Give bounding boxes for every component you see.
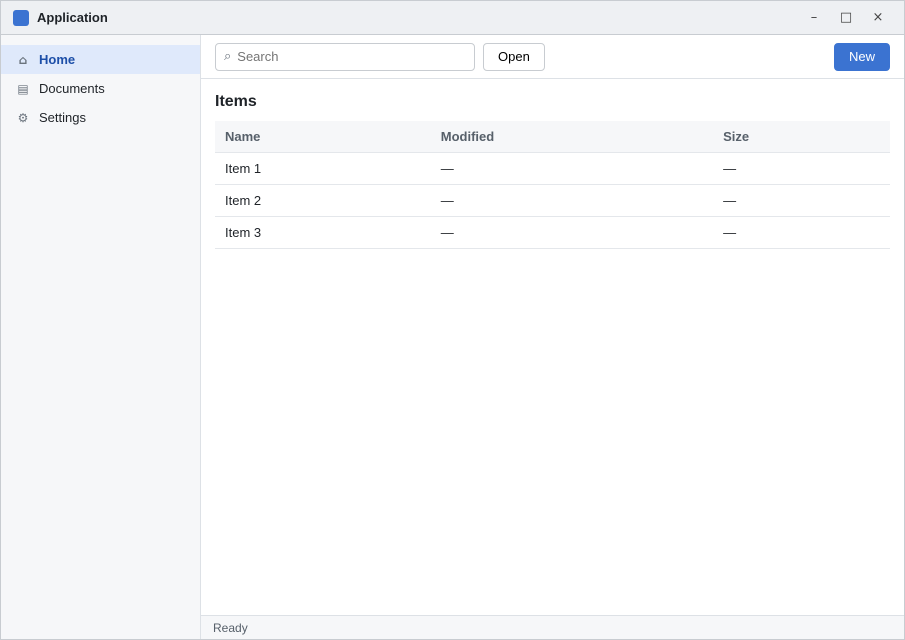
window-title: Application [37,10,108,25]
maximize-button[interactable]: □ [832,7,860,29]
sidebar-item-settings[interactable] [1,103,200,132]
new-button[interactable]: New [834,43,890,71]
window-controls [800,7,892,29]
search-input[interactable] [237,49,466,64]
table-row[interactable] [215,185,890,217]
column-header-name[interactable]: Name [215,121,431,153]
column-header-size[interactable]: Size [713,121,890,153]
cell-modified: — [431,185,713,217]
cell-modified: — [431,217,713,249]
main-panel [201,35,904,639]
open-button[interactable]: Open [483,43,545,71]
cell-name: Item 3 [215,217,431,249]
page-title: Items [215,93,257,110]
table-row[interactable] [215,217,890,249]
sidebar [1,35,201,639]
table-row[interactable] [215,153,890,185]
cell-size: — [713,185,890,217]
window-body [1,35,904,639]
cell-size: — [713,217,890,249]
minimize-button[interactable]: – [800,7,828,29]
cell-name: Item 2 [215,185,431,217]
cell-modified: — [431,153,713,185]
sidebar-item-home[interactable] [1,45,200,74]
toolbar [201,35,904,79]
cell-size: — [713,153,890,185]
status-text: Ready [213,620,248,635]
document-icon: ▤ [17,81,29,96]
sidebar-item-label: Settings [39,110,86,125]
sidebar-item-label: Home [39,52,76,67]
cell-name: Item 1 [215,153,431,185]
sidebar-item-label: Documents [39,81,105,96]
status-bar [201,615,904,639]
column-header-modified[interactable]: Modified [431,121,713,153]
app-logo-icon [13,10,29,26]
sidebar-item-documents[interactable] [1,74,200,103]
items-table [215,121,890,249]
gear-icon: ⚙ [17,110,29,125]
search-box [215,43,475,71]
table-header-row [215,121,890,153]
search-icon: ⌕ [224,49,232,64]
title-bar[interactable] [1,1,904,35]
home-icon: ⌂ [18,52,28,67]
close-button[interactable]: × [864,7,892,29]
content-area [201,79,904,615]
